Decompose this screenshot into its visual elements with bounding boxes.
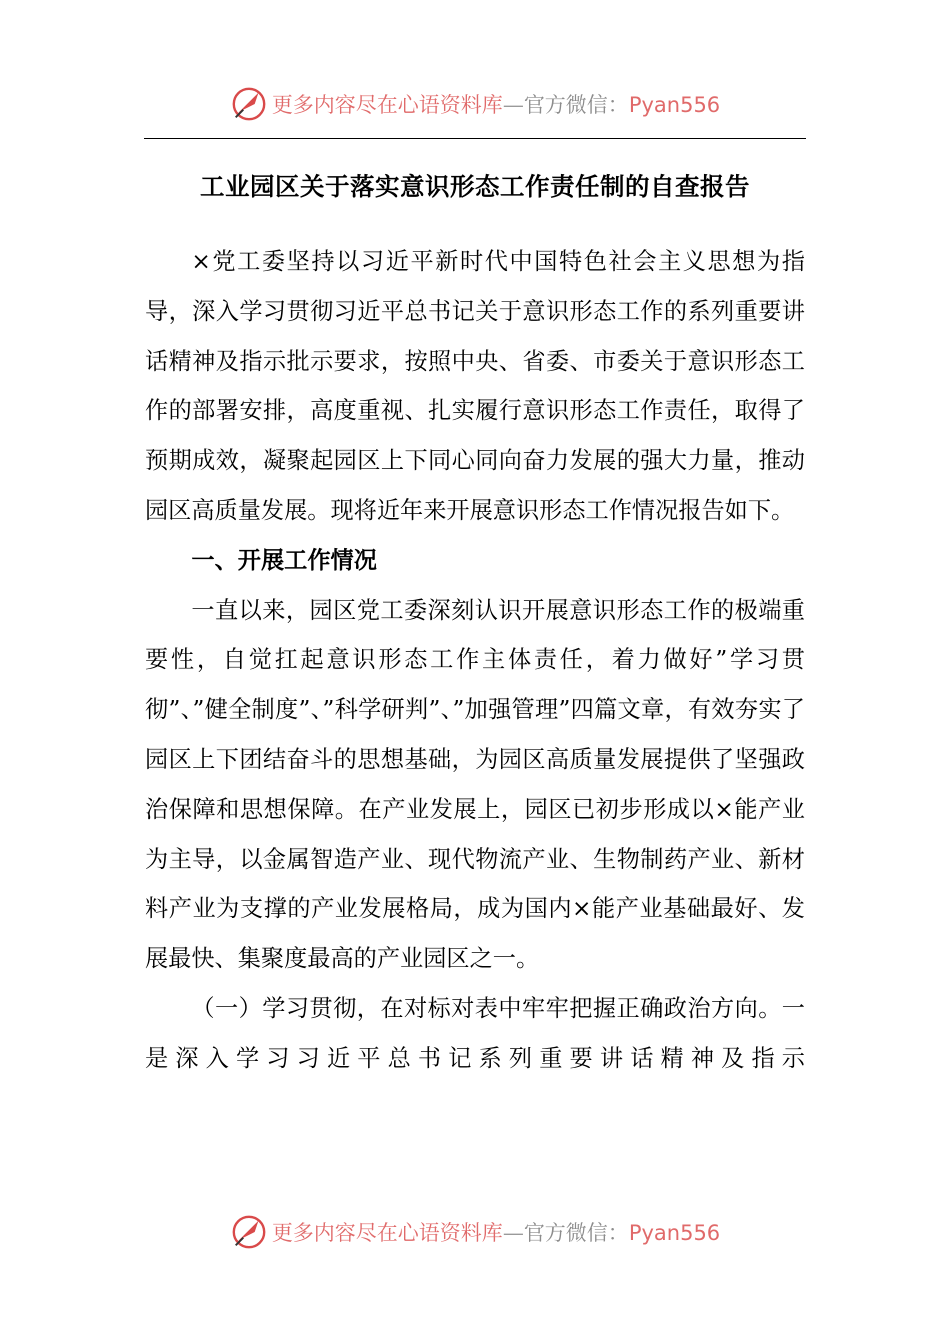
section-heading: 一、开展工作情况 (191, 546, 377, 574)
section-paragraph: 一直以来，园区党工委深刻认识开展意识形态工作的极端重要性，自觉扛起意识形态工作主体责任，着力做好”学习贯彻”、”健全制度”、”科学研判”、”加强管理”四篇文章，有效夯实了园区上下团结奋斗的思想基础，为园区高质量发展提供了坚强政治保障和思想保障。在产业发展上，园区已初步形成以×能产业为主导，以金属智造产业、现代物流产业、生物制药产业、新材料产业为支撑的产业发展格局，成为国内×能产业基础最好、发展最快、集聚度最高的产业园区之一。 (145, 596, 805, 973)
quill-logo-icon (230, 1213, 268, 1251)
watermark-wechat-id: Pyan556 (628, 93, 721, 117)
intro-paragraph: ×党工委坚持以习近平新时代中国特色社会主义思想为指导，深入学习贯彻习近平总书记关于意识形态工作的系列重要讲话精神及指示批示要求，按照中央、省委、市委关于意识形态工作的部署安排，高度重视、扎实履行意识形态工作责任，取得了预期成效，凝聚起园区上下同心同向奋力发展的强大力量，推动园区高质量发展。现将近年来开展意识形态工作情况报告如下。 (145, 248, 805, 524)
subsection-paragraph: （一）学习贯彻，在对标对表中牢牢把握正确政治方向。一是深入学习习近平总书记系列重要讲话精神及指示 (145, 994, 805, 1072)
watermark-lead: 更多内容尽在心语资料库 (271, 1221, 503, 1245)
watermark-banner-bottom (0, 1210, 950, 1254)
watermark-wechat-id: Pyan556 (628, 1221, 721, 1245)
watermark-wechat-label: 官方微信： (523, 1221, 629, 1245)
quill-logo-icon (230, 85, 268, 123)
document-title: 工业园区关于落实意识形态工作责任制的自查报告 (200, 172, 750, 201)
watermark-dash: — (502, 1221, 524, 1245)
watermark-text (272, 1217, 720, 1247)
watermark-dash: — (502, 93, 524, 117)
header-rule (144, 138, 806, 139)
watermark-wechat-label: 官方微信： (523, 93, 629, 117)
watermark-text (272, 89, 720, 119)
document-body (145, 237, 805, 1084)
watermark-lead: 更多内容尽在心语资料库 (271, 93, 503, 117)
watermark-banner-top (0, 82, 950, 126)
